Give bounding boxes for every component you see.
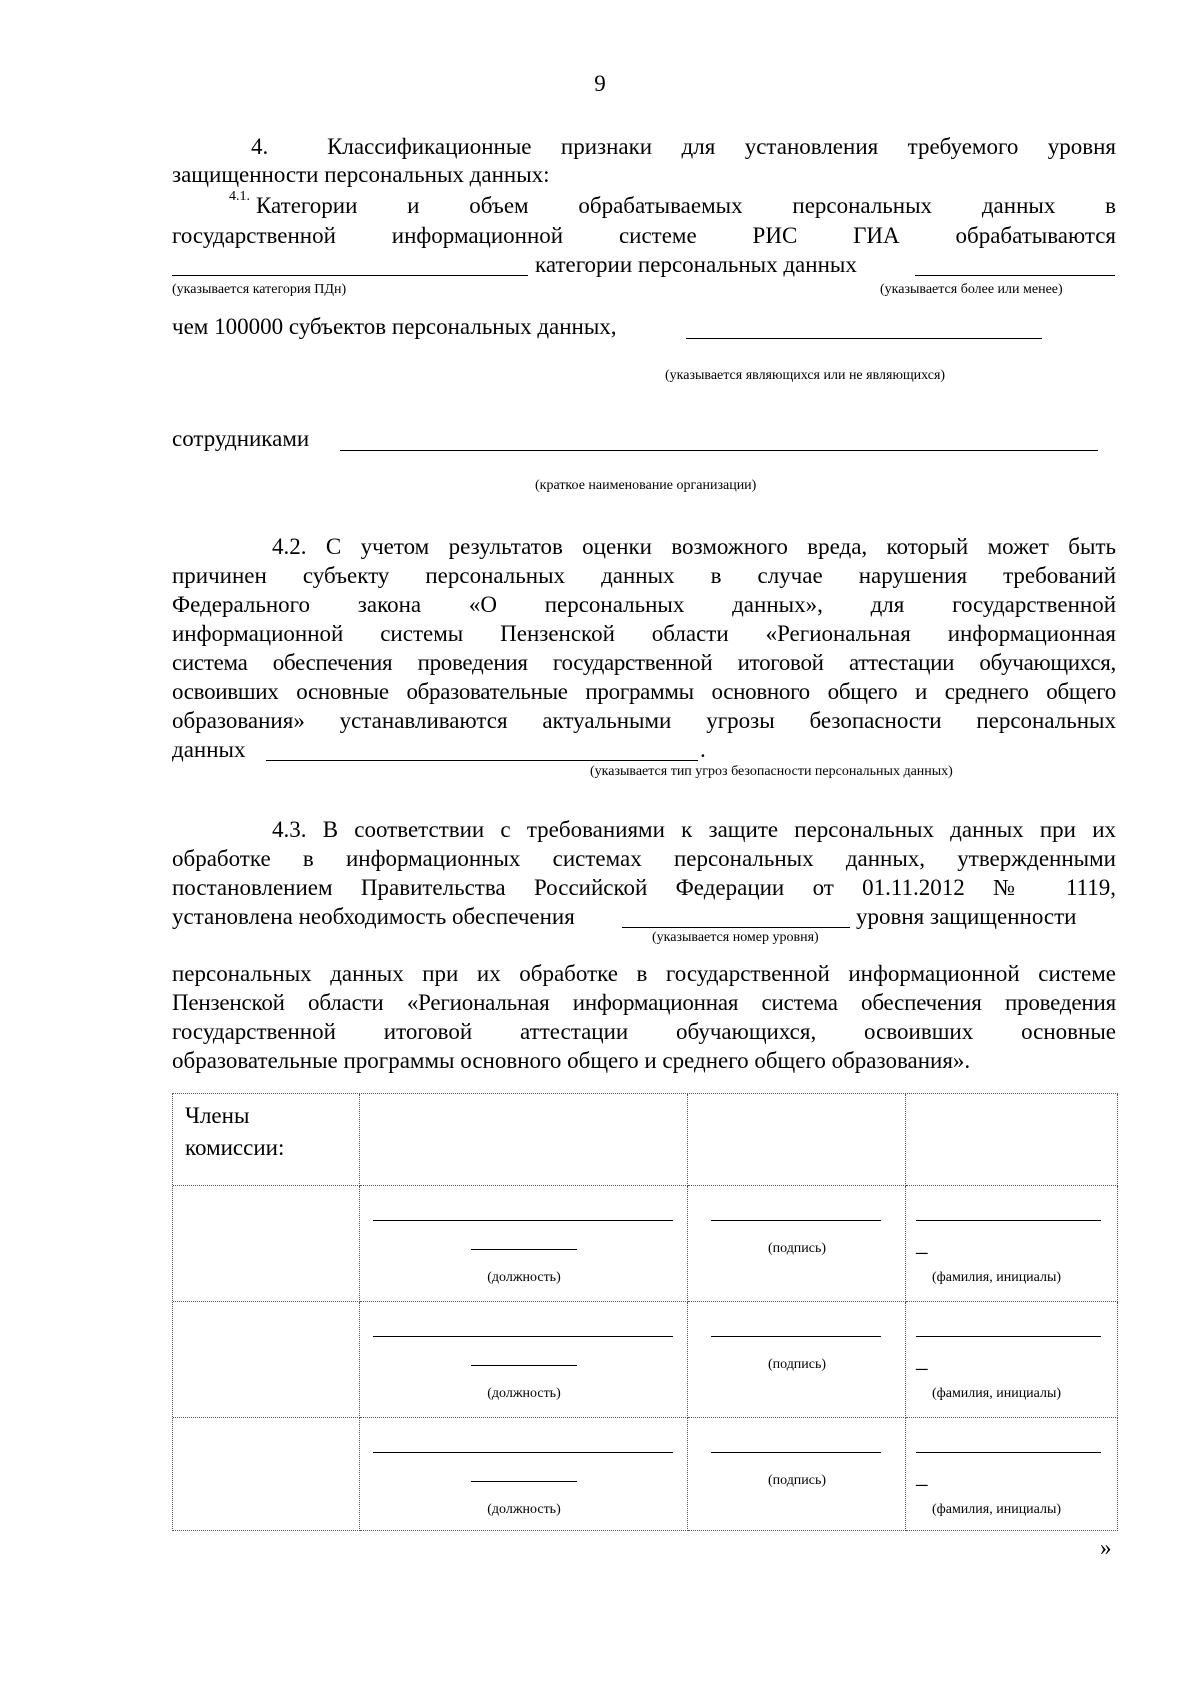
caption-employees: (указывается являющихся или не являющихся)	[665, 368, 946, 383]
signature-caption: (подпись)	[767, 1241, 827, 1256]
position-line-short[interactable]	[471, 1249, 577, 1250]
name-line[interactable]	[916, 1220, 1101, 1221]
signature-cell	[688, 1418, 906, 1531]
signature-cell	[688, 1186, 906, 1302]
signature-line[interactable]	[711, 1452, 881, 1453]
security-level-blank[interactable]	[622, 927, 850, 928]
clause-4-1-number: 4.1.	[229, 189, 250, 204]
position-caption: (должность)	[487, 1270, 561, 1285]
threat-type-blank[interactable]	[266, 760, 698, 761]
clause-4-2-line5: система обеспечения проведения государственной итоговой аттестации обучающихся,	[172, 650, 1116, 675]
name-caption: (фамилия, инициалы)	[932, 1270, 1062, 1285]
section-4-heading-cont: защищенности персональных данных:	[172, 162, 550, 187]
signature-line[interactable]	[711, 1220, 881, 1221]
clause-4-1-line3: категории персональных данных	[535, 252, 857, 277]
clause-4-2-line2: причинен субъекту персональных данных в случае нарушения требований	[172, 563, 1116, 588]
name-line[interactable]	[916, 1336, 1101, 1337]
position-cell	[360, 1302, 688, 1418]
clause-4-1-line1: Категории и объем обрабатываемых персональных данных в	[256, 193, 1116, 218]
name-dash: _	[916, 1463, 928, 1488]
employees-blank[interactable]	[686, 338, 1042, 339]
caption-category: (указывается категория ПДн)	[172, 282, 347, 297]
clause-4-3-line4a: установлена необходимость обеспечения	[172, 904, 575, 929]
header-empty-cell	[906, 1094, 1118, 1186]
signature-cell	[688, 1302, 906, 1418]
position-caption: (должность)	[487, 1502, 561, 1517]
name-line[interactable]	[916, 1452, 1101, 1453]
name-cell	[906, 1418, 1118, 1531]
header-empty-cell	[360, 1094, 688, 1186]
signature-line[interactable]	[711, 1336, 881, 1337]
name-caption: (фамилия, инициалы)	[932, 1502, 1062, 1517]
name-dash: _	[916, 1231, 928, 1256]
more-less-blank[interactable]	[915, 275, 1115, 276]
name-caption: (фамилия, инициалы)	[932, 1386, 1062, 1401]
member-label-cell	[173, 1302, 360, 1418]
header-commission: комиссии:	[185, 1135, 285, 1160]
commission-table	[172, 1093, 1118, 1531]
section-4-heading: 4. Классификационные признаки для установления требуемого уровня	[251, 134, 1116, 159]
name-cell	[906, 1302, 1118, 1418]
clause-4-3-line1: 4.3. В соответствии с требованиями к защите персональных данных при их	[272, 817, 1116, 842]
clause-4-3-line3: постановлением Правительства Российской Федерации от 01.11.2012 № 1119,	[172, 875, 1116, 900]
clause-4-2-period: .	[700, 737, 706, 762]
member-label-cell	[173, 1186, 360, 1302]
closing-quote: »	[1100, 1535, 1112, 1560]
clause-4-1-line5: сотрудниками	[172, 426, 310, 451]
position-line[interactable]	[373, 1452, 673, 1453]
clause-4-3-line2: обработке в информационных системах персональных данных, утвержденными	[172, 846, 1116, 871]
position-line[interactable]	[373, 1336, 673, 1337]
header-members: Члены	[185, 1103, 250, 1128]
name-dash: _	[916, 1347, 928, 1372]
clause-4-3-line5: персональных данных при их обработке в государственной информационной системе	[172, 961, 1116, 986]
clause-4-2-line6: освоивших основные образовательные программы основного общего и среднего общего	[172, 679, 1116, 704]
position-cell	[360, 1418, 688, 1531]
caption-organization: (краткое наименование организации)	[535, 478, 757, 493]
member-label-cell	[173, 1418, 360, 1531]
header-empty-cell	[688, 1094, 906, 1186]
position-caption: (должность)	[487, 1386, 561, 1401]
page-number: 9	[594, 71, 606, 96]
clause-4-2-line3: Федерального закона «О персональных данных», для государственной	[172, 592, 1116, 617]
clause-4-2-line1: 4.2. С учетом результатов оценки возможного вреда, который может быть	[272, 534, 1116, 559]
clause-4-1-line4: чем 100000 субъектов персональных данных,	[172, 314, 617, 339]
caption-more-less: (указывается более или менее)	[880, 282, 1063, 297]
header-cell	[173, 1094, 360, 1186]
clause-4-3-line4b: уровня защищенности	[856, 904, 1077, 929]
clause-4-2-line7: образования» устанавливаются актуальными угрозы безопасности персональных	[172, 708, 1116, 733]
position-line[interactable]	[373, 1220, 673, 1221]
signature-caption: (подпись)	[767, 1473, 827, 1488]
clause-4-3-line8: образовательные программы основного общего и среднего общего образования».	[172, 1048, 971, 1073]
position-cell	[360, 1186, 688, 1302]
position-line-short[interactable]	[471, 1481, 577, 1482]
clause-4-2-line4: информационной системы Пензенской области «Региональная информационная	[172, 621, 1116, 646]
organization-blank[interactable]	[340, 450, 1098, 451]
signature-caption: (подпись)	[767, 1357, 827, 1372]
name-cell	[906, 1186, 1118, 1302]
clause-4-1-line2: государственной информационной системе РИС ГИА обрабатываются	[172, 223, 1116, 248]
clause-4-3-line6: Пензенской области «Региональная информационная система обеспечения проведения	[172, 990, 1116, 1015]
clause-4-2-line8: данных	[172, 737, 246, 762]
caption-level-number: (указывается номер уровня)	[652, 930, 819, 945]
position-line-short[interactable]	[471, 1365, 577, 1366]
caption-threat-type: (указывается тип угроз безопасности персональных данных)	[590, 764, 953, 779]
clause-4-3-line7: государственной итоговой аттестации обучающихся, освоивших основные	[172, 1019, 1116, 1044]
category-blank[interactable]	[172, 275, 528, 276]
